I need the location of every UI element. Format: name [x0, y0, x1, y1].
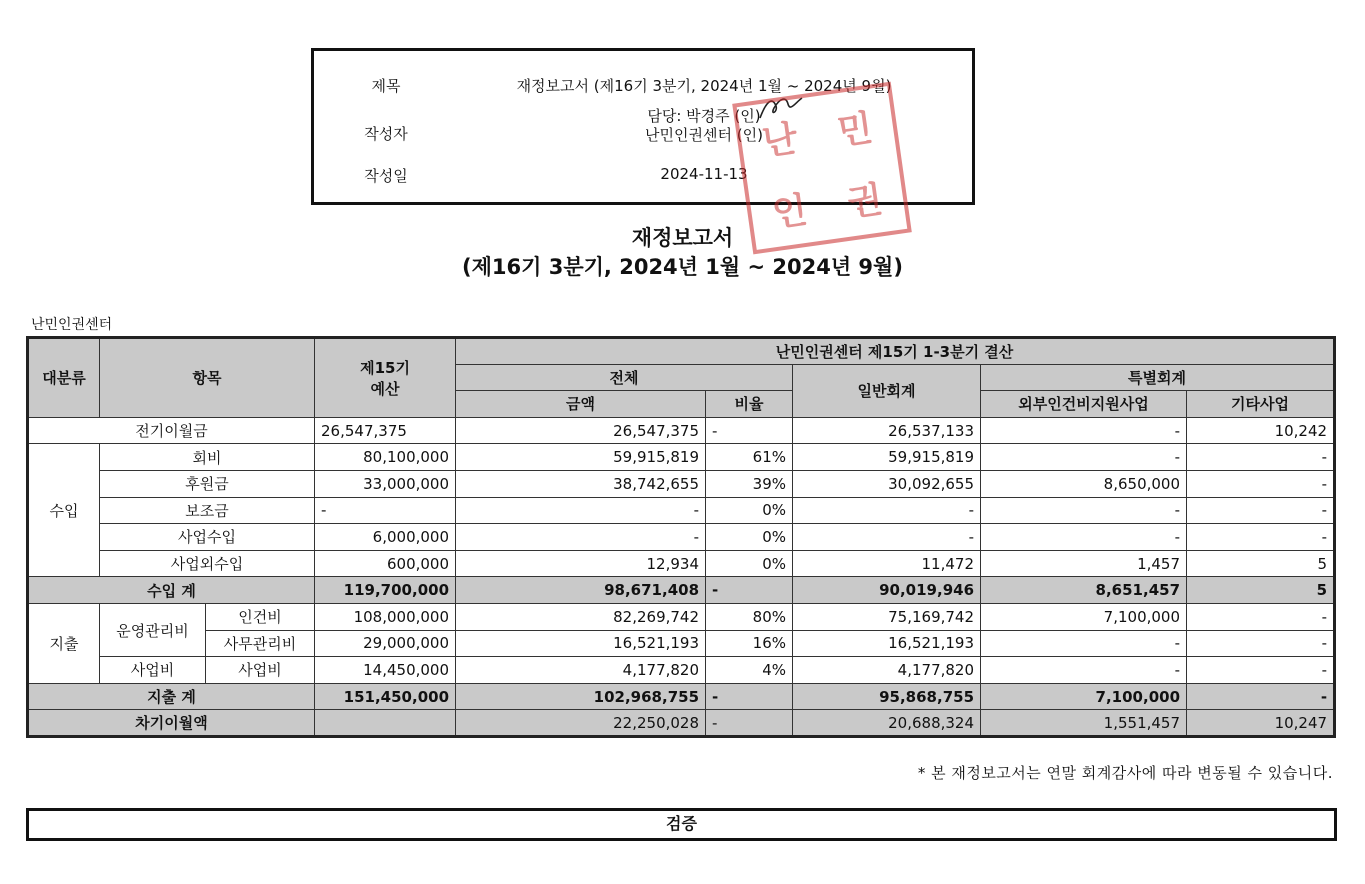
- header-category: 대분류: [28, 338, 100, 418]
- external-cell: 1,551,457: [981, 710, 1187, 737]
- header-ratio: 비율: [706, 391, 793, 418]
- page-title-line-1: 재정보고서: [631, 226, 734, 250]
- stamp-char: 민: [834, 106, 876, 153]
- budget-cell: [315, 710, 456, 737]
- row-label: 사업외수입: [100, 550, 315, 577]
- budget-cell: 600,000: [315, 550, 456, 577]
- table-row: [28, 630, 1335, 657]
- other-cell: -: [1187, 497, 1335, 524]
- ratio-cell: 16%: [706, 630, 793, 657]
- next-carryover-row: [28, 710, 1335, 737]
- general-cell: 20,688,324: [793, 710, 981, 737]
- organization-label: 난민인권센터: [31, 317, 113, 333]
- ratio-cell: 0%: [706, 497, 793, 524]
- general-cell: -: [793, 497, 981, 524]
- other-cell: -: [1187, 603, 1335, 630]
- ratio-cell: 80%: [706, 603, 793, 630]
- external-cell: -: [981, 497, 1187, 524]
- table-row: [28, 550, 1335, 577]
- author-line-1: 담당: 박경주 (인): [647, 107, 761, 125]
- external-cell: -: [981, 630, 1187, 657]
- amount-cell: -: [456, 497, 706, 524]
- external-cell: -: [981, 417, 1187, 444]
- general-cell: -: [793, 524, 981, 551]
- amount-cell: 102,968,755: [456, 683, 706, 710]
- title-label: 제목: [371, 77, 401, 95]
- budget-cell: 119,700,000: [315, 577, 456, 604]
- budget-cell: 80,100,000: [315, 444, 456, 471]
- other-cell: -: [1187, 444, 1335, 471]
- other-cell: -: [1187, 657, 1335, 684]
- header-external: 외부인건비지원사업: [981, 391, 1187, 418]
- row-label: 수입 계: [28, 577, 315, 604]
- other-cell: -: [1187, 630, 1335, 657]
- budget-cell: 14,450,000: [315, 657, 456, 684]
- amount-cell: 12,934: [456, 550, 706, 577]
- row-label: 전기이월금: [28, 417, 315, 444]
- general-cell: 16,521,193: [793, 630, 981, 657]
- other-cell: 5: [1187, 577, 1335, 604]
- row-label: 차기이월액: [28, 710, 315, 737]
- budget-cell: 108,000,000: [315, 603, 456, 630]
- header-special: 특별회계: [981, 364, 1335, 391]
- income-category: 수입: [28, 444, 100, 577]
- row-label: 인건비: [206, 603, 315, 630]
- table-row: [28, 497, 1335, 524]
- table-row: [28, 470, 1335, 497]
- ratio-cell: -: [706, 683, 793, 710]
- row-label: 회비: [100, 444, 315, 471]
- row-label: 지출 계: [28, 683, 315, 710]
- amount-cell: 16,521,193: [456, 630, 706, 657]
- general-cell: 11,472: [793, 550, 981, 577]
- row-label: 사업비: [206, 657, 315, 684]
- general-cell: 26,537,133: [793, 417, 981, 444]
- ratio-cell: 61%: [706, 444, 793, 471]
- amount-cell: -: [456, 524, 706, 551]
- table-row: [28, 444, 1335, 471]
- row-label: 사무관리비: [206, 630, 315, 657]
- expense-category: 지출: [28, 603, 100, 683]
- table-header-row: [28, 338, 1335, 365]
- project-group: 사업비: [100, 657, 206, 684]
- budget-cell: 29,000,000: [315, 630, 456, 657]
- other-cell: 10,242: [1187, 417, 1335, 444]
- table-row: [28, 524, 1335, 551]
- amount-cell: 26,547,375: [456, 417, 706, 444]
- row-label: 사업수입: [100, 524, 315, 551]
- date-value: 2024-11-13: [660, 165, 748, 183]
- table-row: [28, 417, 1335, 444]
- row-label: 보조금: [100, 497, 315, 524]
- other-cell: 5: [1187, 550, 1335, 577]
- general-cell: 30,092,655: [793, 470, 981, 497]
- financial-report-table: [26, 336, 1336, 738]
- amount-cell: 59,915,819: [456, 444, 706, 471]
- income-total-row: [28, 577, 1335, 604]
- external-cell: -: [981, 524, 1187, 551]
- ratio-cell: -: [706, 417, 793, 444]
- other-cell: -: [1187, 683, 1335, 710]
- external-cell: -: [981, 657, 1187, 684]
- header-total-group: 전체: [456, 364, 793, 391]
- external-cell: -: [981, 444, 1187, 471]
- author-line-2: 난민인권센터 (인): [645, 126, 763, 144]
- header-item: 항목: [100, 338, 315, 418]
- other-cell: -: [1187, 524, 1335, 551]
- table-row: [28, 657, 1335, 684]
- external-cell: 8,650,000: [981, 470, 1187, 497]
- general-cell: 4,177,820: [793, 657, 981, 684]
- header-other: 기타사업: [1187, 391, 1335, 418]
- budget-cell: 151,450,000: [315, 683, 456, 710]
- header-general: 일반회계: [793, 364, 981, 417]
- general-cell: 75,169,742: [793, 603, 981, 630]
- budget-cell: 6,000,000: [315, 524, 456, 551]
- ratio-cell: -: [706, 710, 793, 737]
- author-label: 작성자: [364, 125, 408, 143]
- header-budget-line-2: 예산: [370, 379, 400, 398]
- general-cell: 95,868,755: [793, 683, 981, 710]
- ratio-cell: 0%: [706, 550, 793, 577]
- external-cell: 7,100,000: [981, 603, 1187, 630]
- ratio-cell: 39%: [706, 470, 793, 497]
- ratio-cell: 0%: [706, 524, 793, 551]
- header-budget: [315, 338, 456, 418]
- external-cell: 7,100,000: [981, 683, 1187, 710]
- row-label: 후원금: [100, 470, 315, 497]
- external-cell: 8,651,457: [981, 577, 1187, 604]
- expense-total-row: [28, 683, 1335, 710]
- general-cell: 59,915,819: [793, 444, 981, 471]
- operations-group: 운영관리비: [100, 603, 206, 656]
- general-cell: 90,019,946: [793, 577, 981, 604]
- other-cell: -: [1187, 470, 1335, 497]
- budget-cell: 33,000,000: [315, 470, 456, 497]
- budget-cell: -: [315, 497, 456, 524]
- external-cell: 1,457: [981, 550, 1187, 577]
- ratio-cell: -: [706, 577, 793, 604]
- page-title-line-2: (제16기 3분기, 2024년 1월 ~ 2024년 9월): [462, 255, 903, 279]
- table-row: [28, 603, 1335, 630]
- stamp-char: 권: [844, 177, 886, 225]
- other-cell: 10,247: [1187, 710, 1335, 737]
- stamp-char: 난: [759, 116, 800, 164]
- budget-cell: 26,547,375: [315, 417, 456, 444]
- title-value: 재정보고서 (제16기 3분기, 2024년 1월 ~ 2024년 9월): [516, 77, 892, 95]
- amount-cell: 98,671,408: [456, 577, 706, 604]
- date-label: 작성일: [364, 167, 408, 185]
- amount-cell: 22,250,028: [456, 710, 706, 737]
- ratio-cell: 4%: [706, 657, 793, 684]
- header-amount: 금액: [456, 391, 706, 418]
- amount-cell: 82,269,742: [456, 603, 706, 630]
- footnote: * 본 재정보고서는 연말 회계감사에 따라 변동될 수 있습니다.: [917, 764, 1333, 782]
- header-budget-line-1: 제15기: [360, 358, 410, 377]
- verification-box: 검증: [26, 808, 1337, 841]
- page-title: [300, 224, 1065, 282]
- stamp-char: 인: [769, 188, 810, 235]
- amount-cell: 4,177,820: [456, 657, 706, 684]
- amount-cell: 38,742,655: [456, 470, 706, 497]
- header-settlement: 난민인권센터 제15기 1-3분기 결산: [456, 338, 1335, 365]
